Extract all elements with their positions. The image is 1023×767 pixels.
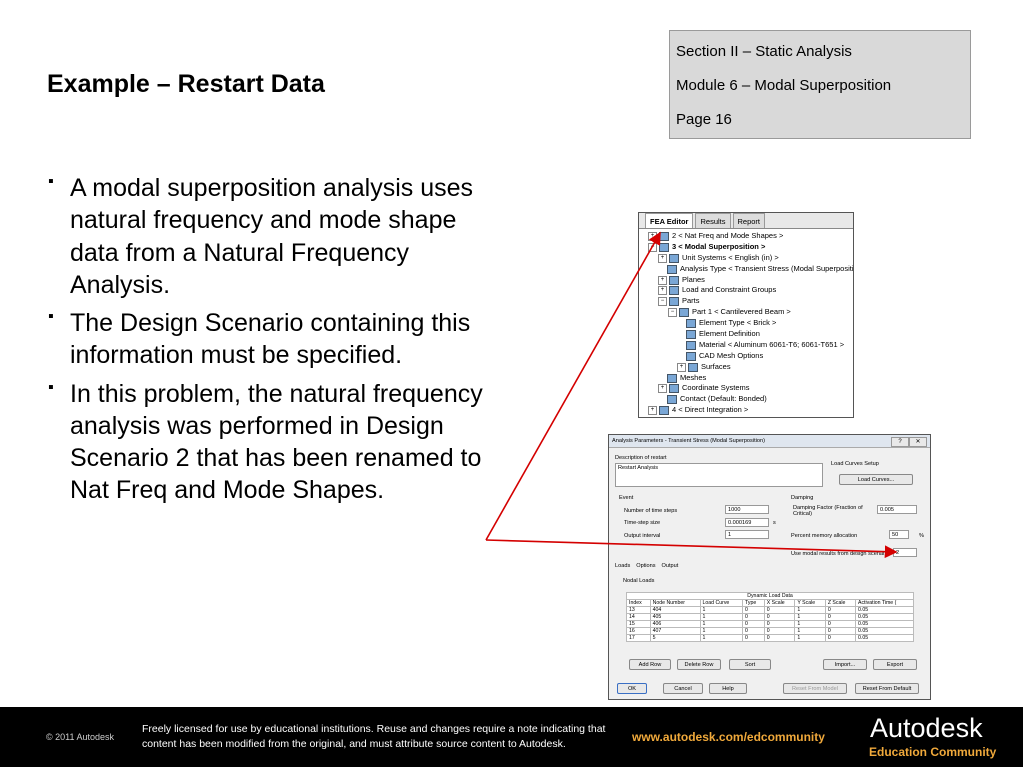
table-cell: 0 [825,621,855,628]
tab-loads[interactable]: Loads [615,563,631,569]
table-cell: 0 [825,635,855,642]
arrow-to-scenario [486,233,660,540]
tree-item-element-type[interactable]: Element Type < Brick > [648,318,849,329]
nodal-loads-label: Nodal Loads [623,578,655,584]
footer-bar [0,707,1023,767]
table-cell: 1 [700,628,743,635]
education-community-label: Education Community [869,745,997,759]
time-step-unit: s [773,520,776,526]
table-cell: 16 [627,628,651,635]
table-cell: 14 [627,614,651,621]
description-label: Description of restart [615,455,667,461]
table-cell: 1 [700,635,743,642]
table-cell: 1 [700,621,743,628]
table-cell: 1 [700,607,743,614]
page-label: Page 16 [676,111,732,128]
collapse-icon[interactable]: − [668,308,677,317]
section-label: Section II – Static Analysis [676,43,852,60]
import-button[interactable]: Import... [823,659,867,670]
help-button[interactable]: Help [709,683,747,694]
memory-label: Percent memory allocation [791,533,858,539]
table-title: Dynamic Load Data [627,593,914,600]
output-interval-label: Output interval [624,533,661,539]
table-cell: 0 [764,628,795,635]
expand-icon[interactable]: + [648,232,657,241]
table-header-row: Index Node Number Load Curve Type X Scale Y Scale Z Scale Activation Time ( [627,600,914,607]
description-input[interactable]: Restart Analysis [615,463,823,487]
output-interval-input[interactable]: 1 [725,530,769,539]
table-cell: 404 [650,607,700,614]
table-cell: 0.05 [856,621,914,628]
time-steps-label: Number of time steps [624,508,678,514]
tree-item-load-groups[interactable]: + Load and Constraint Groups [648,285,849,296]
table-cell: 1 [795,628,825,635]
sort-button[interactable]: Sort [729,659,771,670]
table-cell: 0.05 [856,614,914,621]
module-label: Module 6 – Modal Superposition [676,77,892,94]
table-cell: 15 [627,621,651,628]
community-link[interactable]: www.autodesk.com/edcommunity [632,730,825,744]
table-cell: 405 [650,614,700,621]
table-cell: 5 [650,635,700,642]
reset-from-default-button[interactable]: Reset From Default [855,683,919,694]
memory-input[interactable]: 50 [889,530,909,539]
help-icon[interactable]: ? [891,437,909,447]
slide-title: Example – Restart Data [47,70,325,98]
time-steps-input[interactable]: 1000 [725,505,769,514]
load-curves-button[interactable]: Load Curves... [839,474,913,485]
tree-item-coordinate-systems[interactable]: + Coordinate Systems [648,383,849,394]
expand-icon[interactable]: + [648,406,657,415]
table-cell: 0 [743,607,765,614]
table-cell: 1 [795,635,825,642]
reset-from-model-button[interactable]: Reset From Model [783,683,847,694]
table-cell: 0 [743,635,765,642]
collapse-icon[interactable]: − [648,243,657,252]
table-cell: 1 [795,621,825,628]
copyright-text: © 2011 Autodesk [46,732,115,742]
tree-item-surfaces[interactable]: + Surfaces [648,362,849,373]
expand-icon[interactable]: + [658,384,667,393]
autodesk-logo: Autodesk [870,713,983,743]
tree-item-analysis-type[interactable]: Analysis Type < Transient Stress (Modal Superpositi [648,264,849,275]
tab-options[interactable]: Options [636,563,656,569]
bullet-item: ▪ The Design Scenario containing this information must be specified. [48,307,508,372]
close-icon[interactable]: ✕ [909,437,927,447]
table-cell: 0.05 [856,607,914,614]
tree-item-contact[interactable]: Contact (Default: Bonded) [648,394,849,405]
arrow-to-modal-field [486,540,896,552]
table-cell: 0.05 [856,628,914,635]
cancel-button[interactable]: Cancel [663,683,703,694]
load-curves-label: Load Curves Setup [831,461,879,467]
table-cell: 0.05 [856,635,914,642]
tree-item-planes[interactable]: + Planes [648,275,849,286]
bullet-item: ▪ In this problem, the natural frequency analysis was performed in Design Scenario 2 that has been renamed to Nat Freq and Mode Shapes. [48,378,508,507]
dialog-title: Analysis Parameters - Transient Stress (Modal Superposition) [612,438,765,444]
damping-factor-label: Damping Factor (Fraction of Critical) [793,505,863,517]
tab-results[interactable]: Results [695,213,730,228]
tree-item-meshes[interactable]: Meshes [648,373,849,384]
tree-item-parts[interactable]: − Parts [648,296,849,307]
table-cell: 17 [627,635,651,642]
memory-unit: % [919,533,924,539]
tree-item-scenario-2[interactable]: + 2 < Nat Freq and Mode Shapes > [648,231,849,242]
tree-item-part-1[interactable]: − Part 1 < Cantilevered Beam > [648,307,849,318]
tree-item-cad-mesh[interactable]: CAD Mesh Options [648,351,849,362]
tab-report[interactable]: Report [733,213,766,228]
modal-scenario-input[interactable]: 2 [893,548,917,557]
export-button[interactable]: Export [873,659,917,670]
table-cell: 1 [795,614,825,621]
table-cell: 1 [795,607,825,614]
table-cell: 0 [764,621,795,628]
tree-item-scenario-3[interactable]: − 3 < Modal Superposition > [648,242,849,253]
table-cell: 0 [764,607,795,614]
table-cell: 0 [825,607,855,614]
bullet-item: ▪ A modal superposition analysis uses natural frequency and mode shape data from a Natural Frequency Analysis. [48,172,508,301]
tree-item-scenario-4[interactable]: + 4 < Direct Integration > [648,405,849,416]
collapse-icon[interactable]: − [658,297,667,306]
tree-item-unit-systems[interactable]: + Unit Systems < English (in) > [648,253,849,264]
tree-item-material[interactable]: Material < Aluminum 6061-T6; 6061-T651 > [648,340,849,351]
table-cell: 0 [743,628,765,635]
table-cell: 0 [825,628,855,635]
table-cell: 0 [743,614,765,621]
damping-label: Damping [791,495,814,501]
time-step-size-input[interactable]: 0.000169 [725,518,769,527]
time-step-size-label: Time-step size [624,520,661,526]
event-label: Event [619,495,634,501]
table-cell: 1 [700,614,743,621]
table-cell: 0 [764,614,795,621]
table-cell: 406 [650,621,700,628]
tab-fea-editor[interactable]: FEA Editor [645,213,693,228]
expand-icon[interactable]: + [658,254,667,263]
table-cell: 0 [764,635,795,642]
table-cell: 13 [627,607,651,614]
table-cell: 0 [825,614,855,621]
damping-factor-input[interactable]: 0.005 [877,505,917,514]
table-cell: 0 [743,621,765,628]
expand-icon[interactable]: + [658,276,667,285]
tree-item-element-definition[interactable]: Element Definition [648,329,849,340]
table-cell: 407 [650,628,700,635]
add-row-button[interactable]: Add Row [629,659,671,670]
tab-output[interactable]: Output [661,563,679,569]
modal-scenario-label: Use modal results from design scenario [791,551,890,557]
license-text: Freely licensed for use by educational institutions. Reuse and changes require a note indicating that content has been modified from the original, and must attribute source content to Autodesk. [142,723,606,751]
expand-icon[interactable]: + [677,363,686,372]
ok-button[interactable]: OK [617,683,647,694]
delete-row-button[interactable]: Delete Row [677,659,721,670]
expand-icon[interactable]: + [658,286,667,295]
